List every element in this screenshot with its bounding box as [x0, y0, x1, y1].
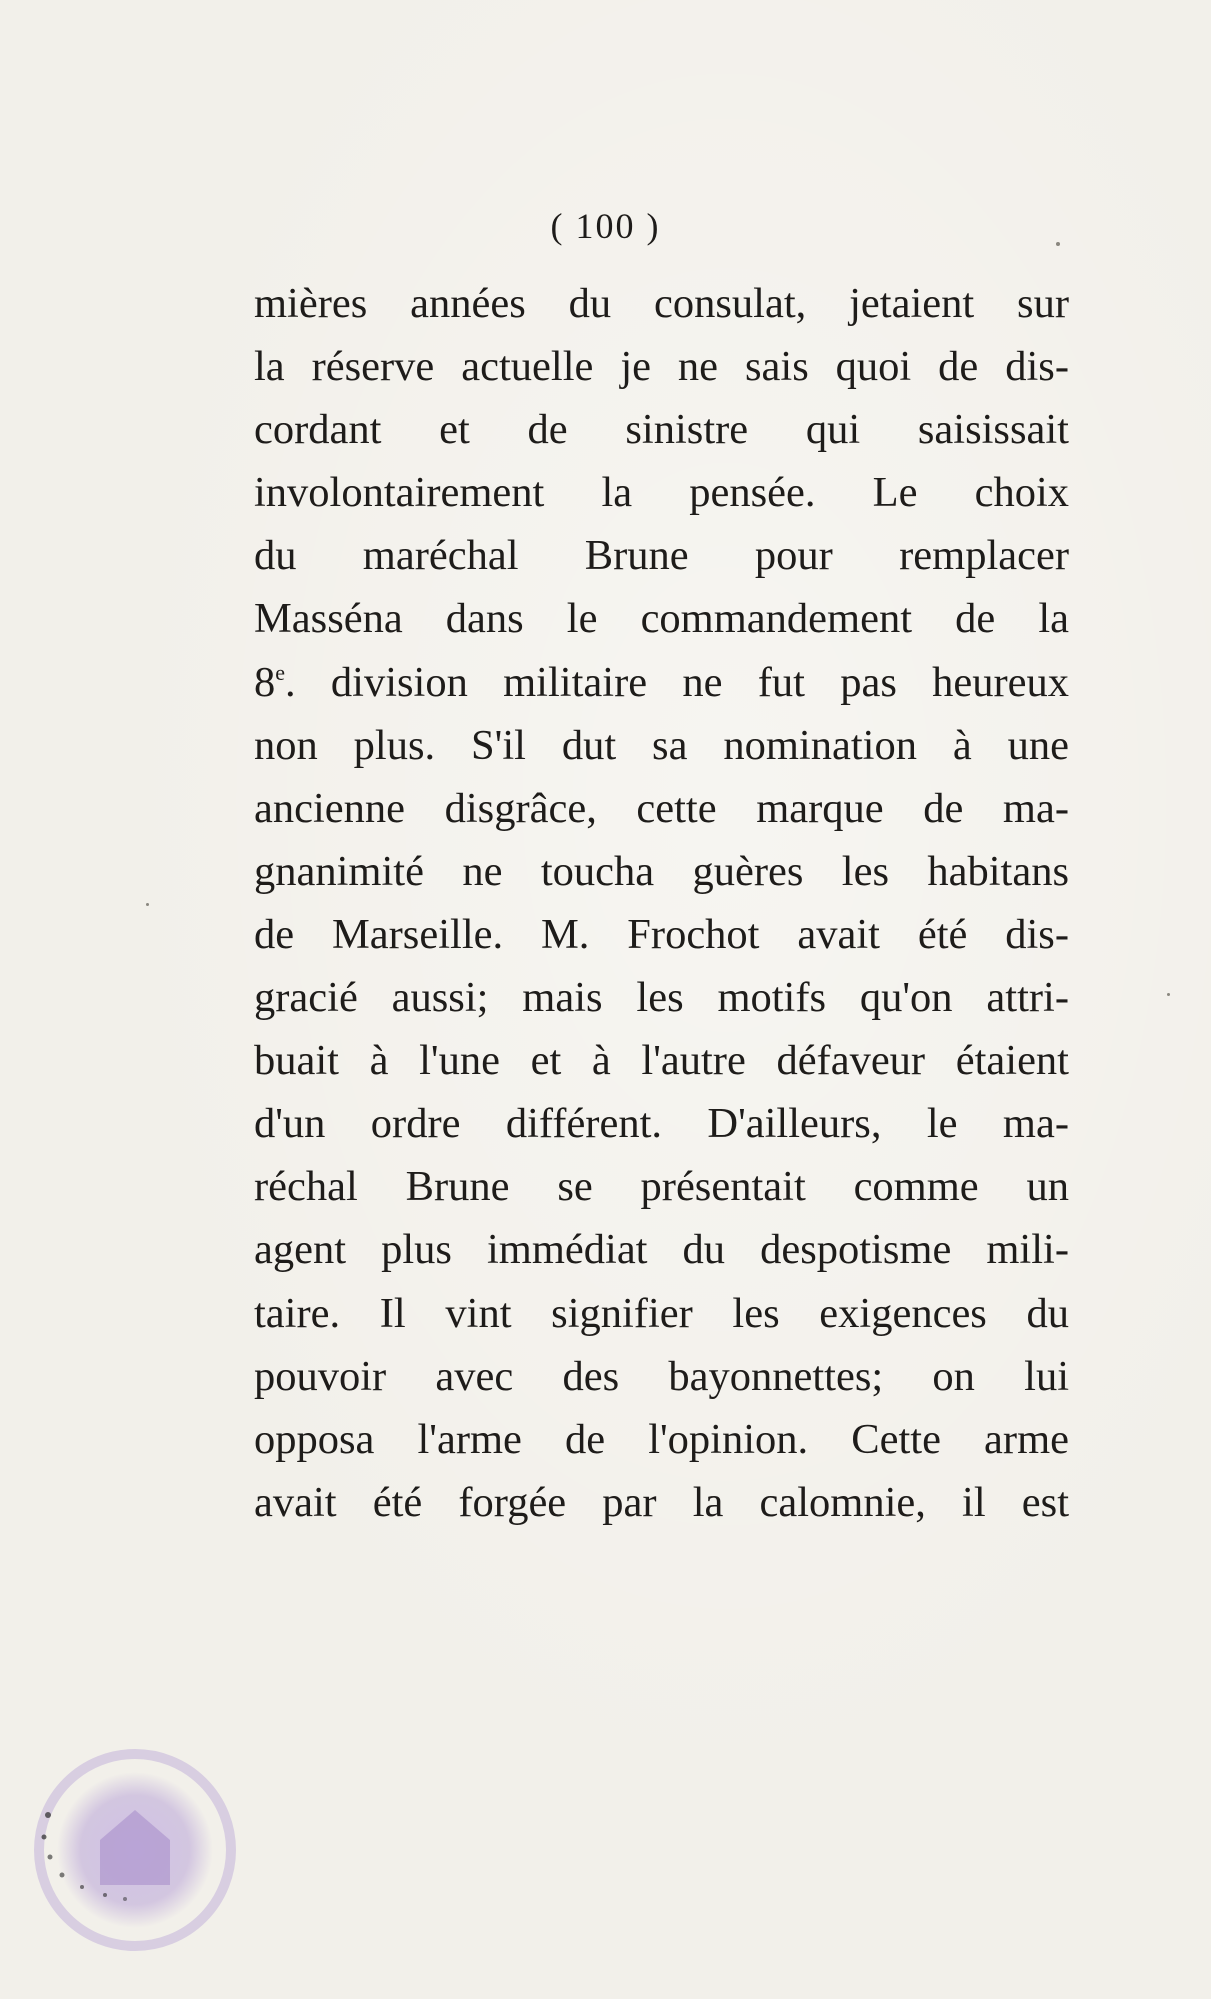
- text-line: non plus. S'il dut sa nomination à une: [254, 721, 1069, 769]
- text-line: du maréchal Brune pour remplacer: [254, 532, 1069, 580]
- text-line: Masséna dans le commandement de la: [254, 595, 1069, 643]
- text-line: d'un ordre différent. D'ailleurs, le ma-: [254, 1100, 1069, 1148]
- library-stamp-icon: [30, 1745, 240, 1955]
- text-line: la réserve actuelle je ne sais quoi de dis-: [254, 343, 1069, 391]
- text-line: buait à l'une et à l'autre défaveur étaient: [254, 1037, 1069, 1085]
- text-line: agent plus immédiat du despotisme mili-: [254, 1226, 1069, 1274]
- paper-speck: [1056, 242, 1060, 246]
- text-line-rest: . division militaire ne fut pas heureux: [285, 658, 1069, 706]
- text-line: gracié aussi; mais les motifs qu'on attri-: [254, 974, 1069, 1022]
- text-line: réchal Brune se présentait comme un: [254, 1163, 1069, 1211]
- text-line: opposa l'arme de l'opinion. Cette arme: [254, 1415, 1069, 1463]
- text-line: gnanimité ne toucha guères les habitans: [254, 847, 1069, 895]
- text-line: cordant et de sinistre qui saisissait: [254, 406, 1069, 454]
- text-line: taire. Il vint signifier les exigences du: [254, 1289, 1069, 1337]
- text-line: mières années du consulat, jetaient sur: [254, 280, 1069, 327]
- text-line: involontairement la pensée. Le choix: [254, 469, 1069, 517]
- text-line: pouvoir avec des bayonnettes; on lui: [254, 1352, 1069, 1400]
- paper-speck: [1167, 993, 1170, 996]
- paper-speck: [146, 903, 149, 906]
- text-line-division: [254, 651, 1069, 714]
- ordinal-numeral: 8: [254, 658, 276, 706]
- body-text: [254, 272, 1069, 1534]
- page-number: ( 100 ): [550, 206, 661, 246]
- text-line: de Marseille. M. Frochot avait été dis-: [254, 910, 1069, 958]
- text-line: ancienne disgrâce, cette marque de ma-: [254, 784, 1069, 832]
- text-line: avait été forgée par la calomnie, il est: [254, 1478, 1069, 1526]
- ordinal-superscript: e: [275, 659, 286, 685]
